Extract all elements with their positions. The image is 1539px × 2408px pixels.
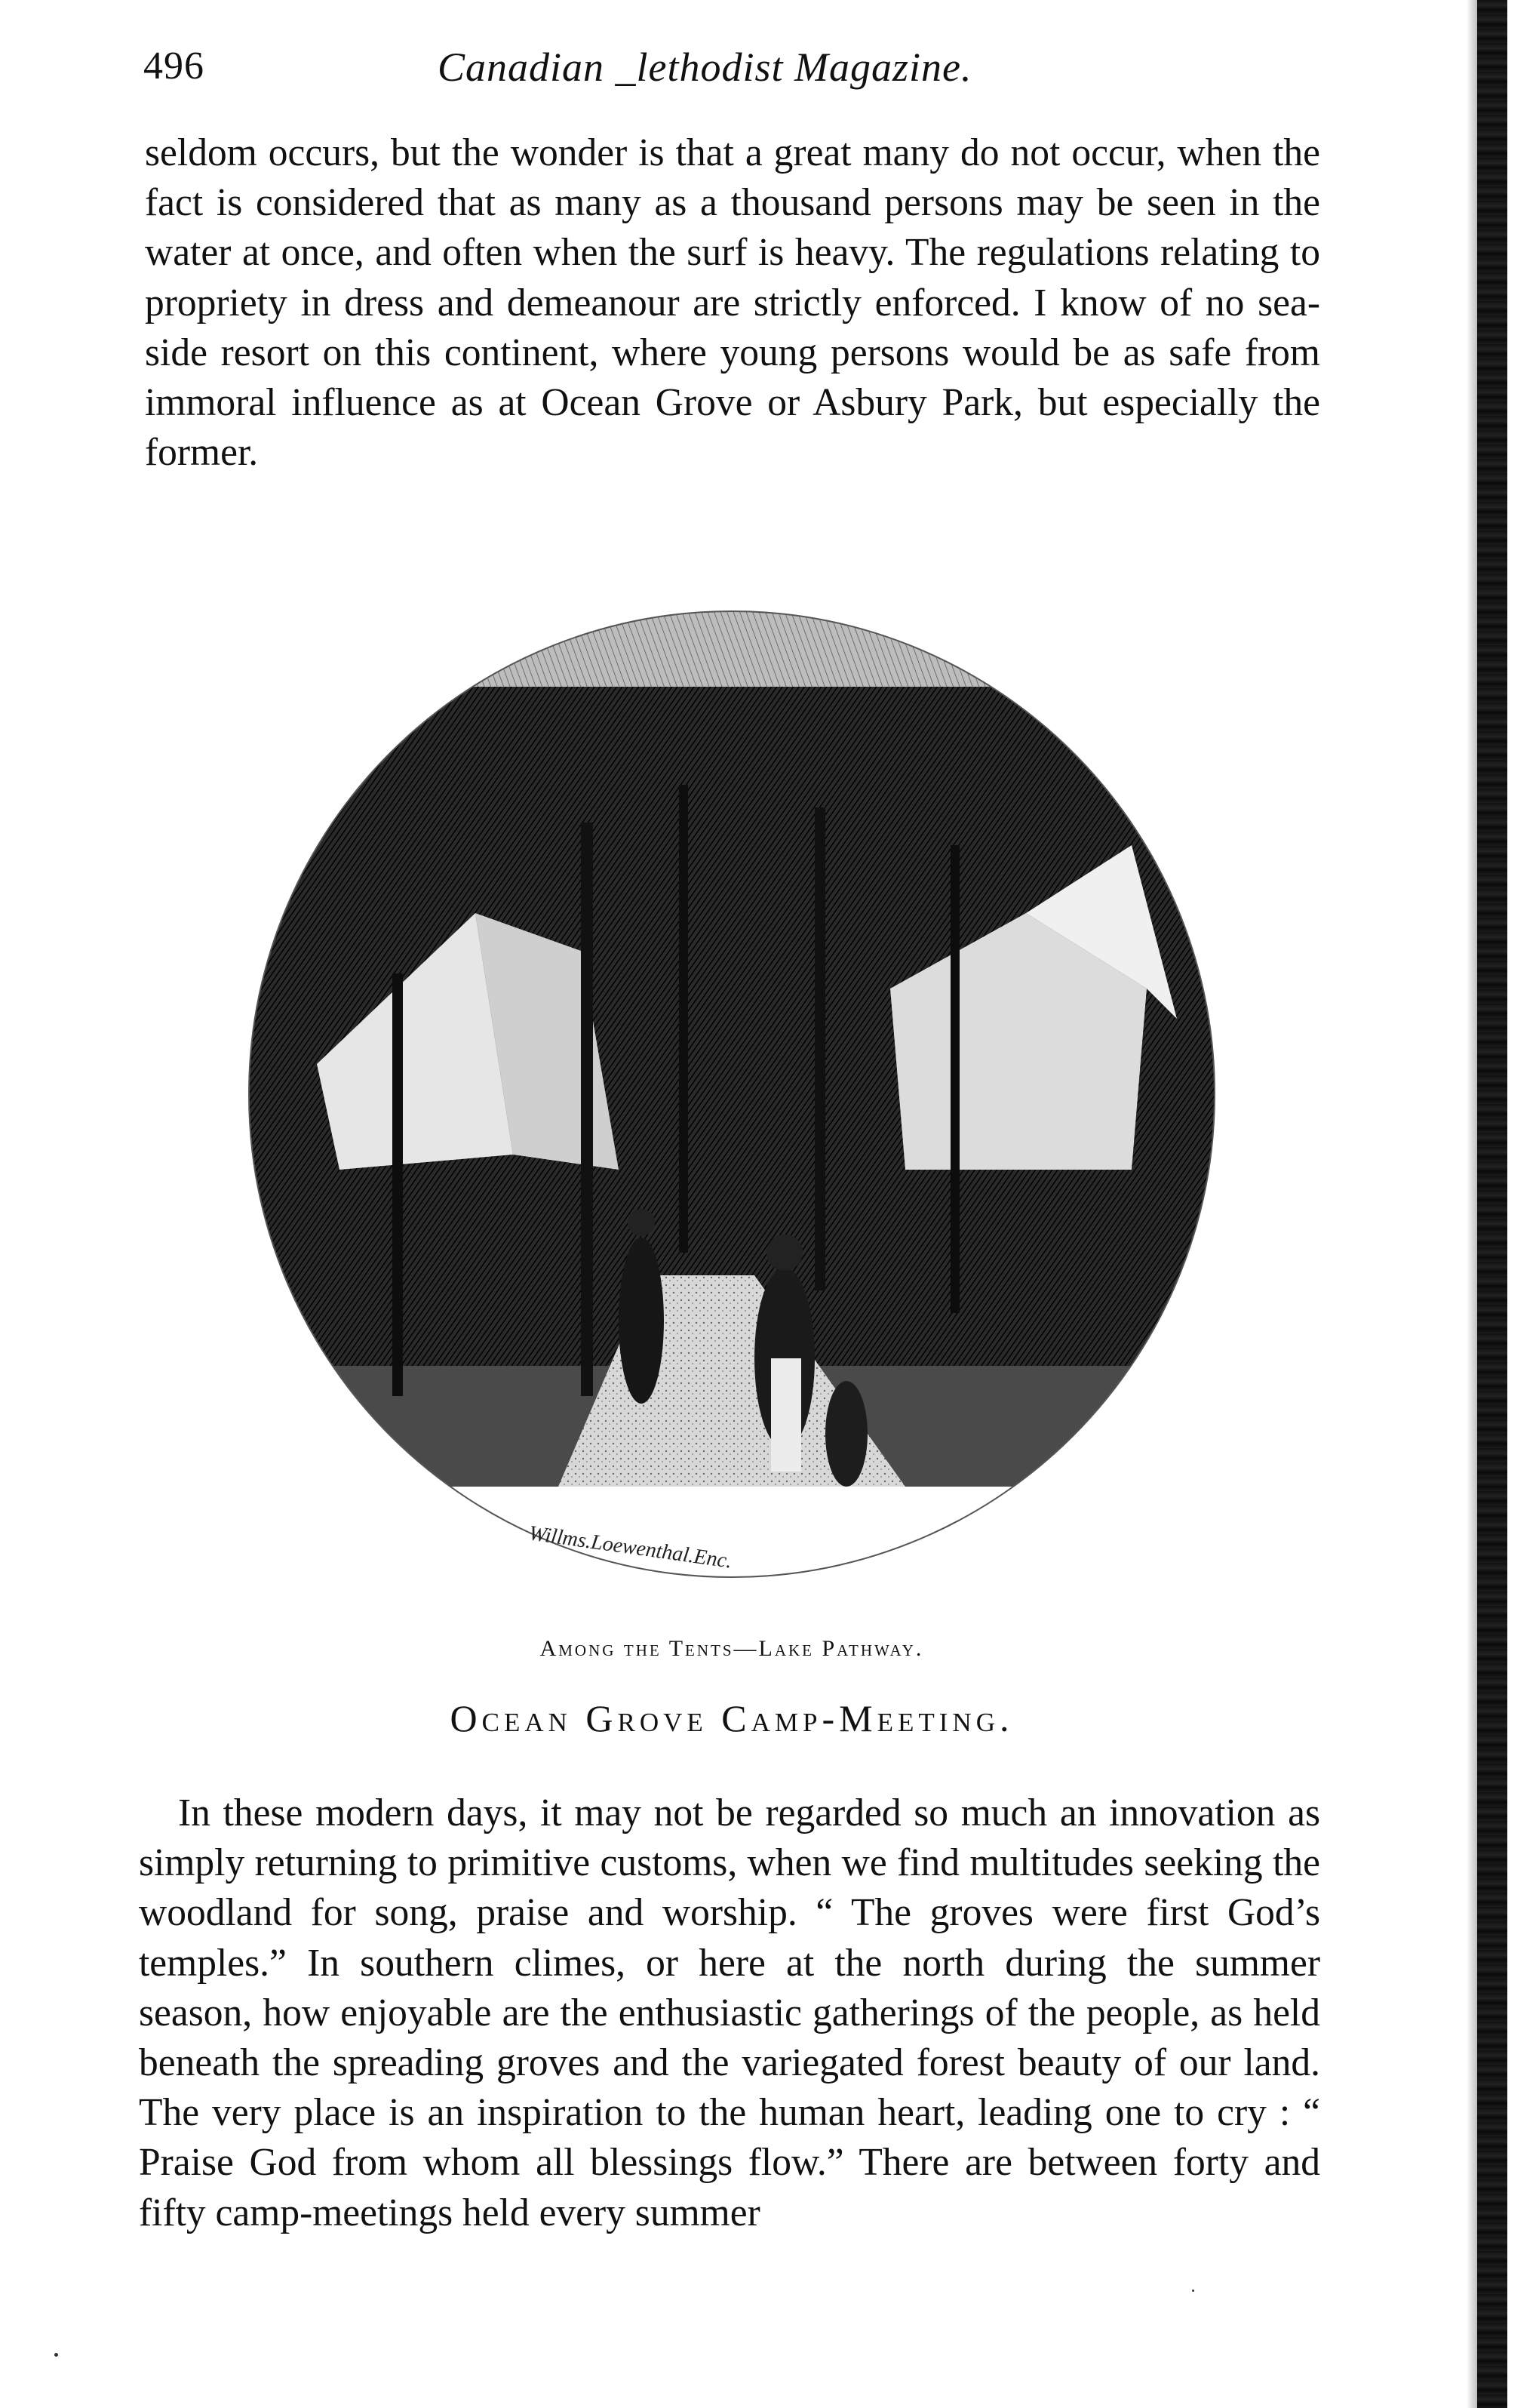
page-number: 496	[143, 45, 204, 88]
page-edge	[1477, 0, 1507, 2408]
journal-title: Canadian _lethodist Magazine.	[438, 45, 972, 90]
ink-speck	[1192, 2290, 1194, 2292]
ink-speck	[54, 2353, 58, 2357]
section-heading: Ocean Grove Camp-Meeting.	[450, 1697, 1014, 1739]
body-paragraph-1: seldom occurs, but the wonder is that a great many do not occur, when the fact is considered that as many as a thousand persons may be seen in the water at once, and often when the surf is heavy. The regulations relating to propriety in dress and demeanour are strictly enforced. I know of no sea-side resort on this continent, where young persons would be as safe from immoral influence as at Ocean Grove or Asbury Park, but especially the former.	[145, 131, 1320, 475]
running-head	[143, 44, 1320, 104]
body-paragraph-2: In these modern days, it may not be regarded so much an innovation as simply returning to primitive customs, when we find multitudes seeking the woodland for song, praise and worship. “ The groves were first God’s temples.” In southern climes, or here at the north during the summer season, how enjoyable are the enthusiastic gatherings of the people, as held beneath the spreading groves and the variegated forest beauty of our land. The very place is an inspiration to the human heart, leading one to cry : “ Praise God from whom all blessings flow.” There are between forty and fifty camp-meetings held every summer	[139, 1791, 1320, 2234]
figure-caption: Among the Tents—Lake Pathway.	[539, 1636, 924, 1661]
engraving-illustration	[226, 596, 1237, 1592]
engraver-signature: Willms.Loewenthal.Enc.	[527, 1521, 734, 1573]
